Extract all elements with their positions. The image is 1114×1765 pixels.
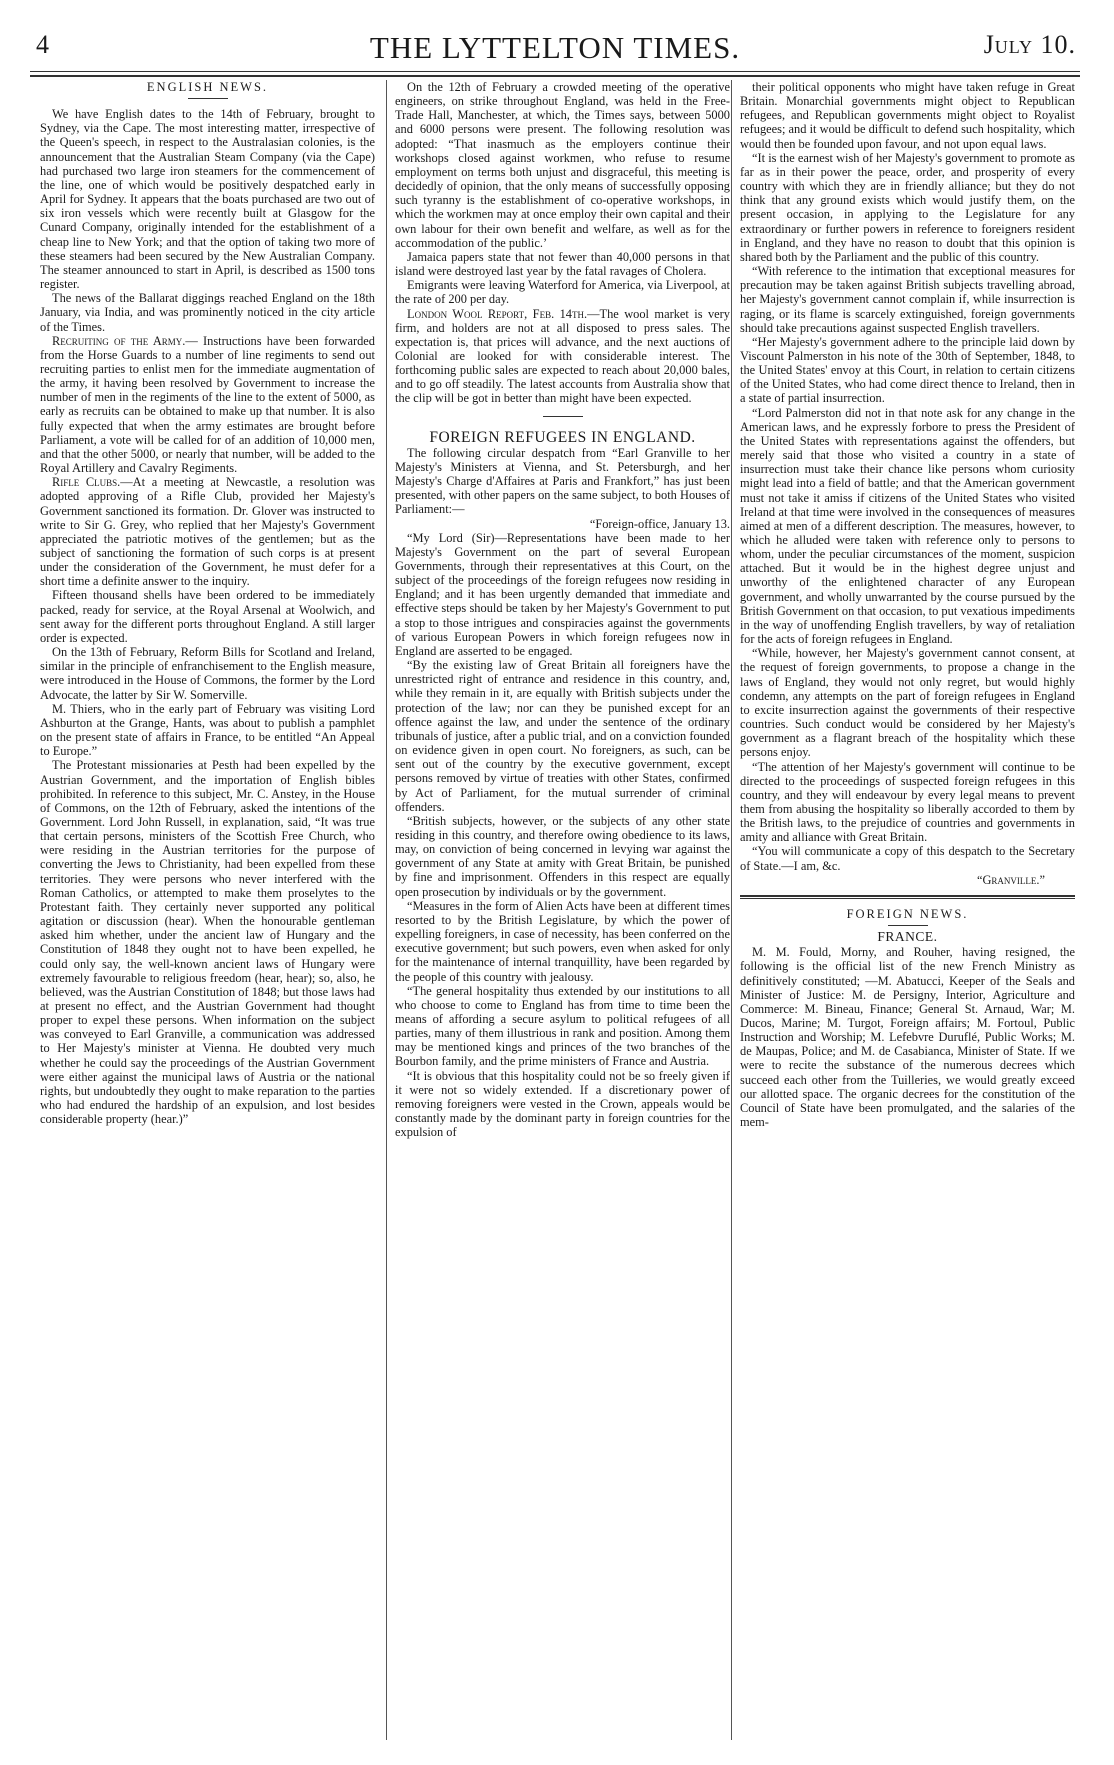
column-3: [740, 80, 1075, 1740]
article-paragraph: Jamaica papers state that not fewer than 40,000 persons in that island were destroyed last year by the fatal ravages of Cholera.: [395, 249, 730, 279]
article-paragraph: “The general hospitality thus extended by our institutions to all who choose to come to England has from time to time been the means of affording a secure asylum to political refugees of all parties, many of them illustrious in rank and position. Among them may be mentioned kings and princes of the two branches of the Bourbon family, and the prime ministers of France and Austria.: [395, 983, 730, 1069]
masthead-rule-bottom: [30, 75, 1080, 77]
article-paragraph: We have English dates to the 14th of February, brought to Sydney, via the Cape. The most interesting matter, irrespective of the Queen's speech, in respect to the Australasian colonies, is the announcement that the Australian Steam Company (via the Cape) had purchased two large iron steamers for the commencement of the line, one of which would be positively despatched early in April for Sydney. It appears that the boats purchased are two out of six iron vessels which were recently built at Glasgow for the Cunard Company, originally intended for the establishment of a cheap line to New York; and that the option of taking two more of these steamers had been secured by the New Australian Company. The steamer announced to start in April, is described as 1500 tons register.: [40, 107, 375, 292]
masthead: [30, 30, 1080, 68]
masthead-rule-top: [30, 71, 1080, 72]
article-paragraph: “It is obvious that this hospitality could not be so freely given if it were not so widely extended. If a discretionary power of removing foreigners were vested in the Crown, appeals would be constantly made by the dominant party in foreign countries for the expulsion of: [395, 1068, 730, 1140]
subheading-france: FRANCE.: [877, 929, 938, 945]
article-paragraph: Rifle Clubs.—At a meeting at Newcastle, a resolution was adopted approving of a Rifle Club, provided her Majesty's Government sanctioned its formation. Dr. Glover was instructed to write to Sir G. Grey, who replied that her Majesty's Government appreciated the patriotic motives of the gentlemen; but as the subject of sanctioning the formation of such corps is at present under the consideration of the Government, he must defer for a short time a definite answer to the inquiry.: [40, 475, 375, 589]
article-paragraph: “Her Majesty's government adhere to the principle laid down by Viscount Palmerston in his note of the 30th of September, 1848, to the United States' envoy at this Court, in relation to certain citizens of the United States, who had come direct thence to Ireland, then in a state of partial insurrection.: [740, 334, 1075, 406]
article-separator: [543, 416, 583, 417]
article-paragraph: M. Thiers, who in the early part of February was visiting Lord Ashburton at the Grange, Hants, was about to publish a pamphlet on the present state of affairs in France, to be entitled “An Appeal to Europe.”: [40, 701, 375, 759]
article-paragraph: “By the existing law of Great Britain all foreigners have the unrestricted right of entrance and residence in this country, and, while they remain in it, are equally with British subjects under the protection of the law; nor can they be punished except for an offence against the law, and under the sentence of the ordinary tribunals of justice, after a public trial, and on a conviction founded on evidence given in open court. No foreigners, as such, can be sent out of the country by the executive government, except persons removed by virtue of treaties with other States, confirmed by Act of Parliament, for the mutual surrender of criminal offenders.: [395, 658, 730, 814]
article-paragraph: Emigrants were leaving Waterford for America, via Liverpool, at the rate of 200 per day.: [395, 278, 730, 307]
article-paragraph: “British subjects, however, or the subjects of any other state residing in this country, and therefore owing obedience to its laws, may, on conviction of being concerned in levying war against the government of any State at amity with Great Britain, be punished by fine and imprisonment. Offenders in this respect are equally open prosecution by individuals or by the government.: [395, 813, 730, 899]
column-divider: [731, 80, 732, 1740]
section-heading-foreign-refugees: FOREIGN REFUGEES IN ENGLAND.: [429, 428, 696, 446]
column-2: [395, 80, 730, 1740]
page-number: 4: [36, 30, 49, 59]
paragraph-lead: Recruiting of the Army.: [52, 333, 186, 348]
letter-signature: “Granville.”: [976, 872, 1045, 887]
issue-date: July 10.: [983, 30, 1076, 59]
column-1: [40, 80, 375, 1740]
article-paragraph: “Measures in the form of Alien Acts have been at different times resorted to by the British Legislature, by which the power of expelling foreigners, in case of necessity, has been conferred on the executive government; but such powers, even when asked for only for the maintenance of internal tranquillity, have been regarded by the people of this country with jealousy.: [395, 898, 730, 984]
article-paragraph: The news of the Ballarat diggings reached England on the 18th January, via India, and was prominently noticed in the city article of the Times.: [40, 291, 375, 334]
paragraph-lead: Rifle Clubs.: [52, 475, 121, 490]
article-paragraph: Fifteen thousand shells have been ordered to be immediately packed, ready for service, at the Royal Arsenal at Woolwich, and sent away for the different ports throughout England. A still larger order is expected.: [40, 588, 375, 645]
section-heading-english-news: ENGLISH NEWS.: [146, 80, 269, 94]
letter-dateline: “Foreign-office, January 13.: [589, 516, 730, 531]
article-paragraph: M. M. Fould, Morny, and Rouher, having resigned, the following is the official list of the new French Ministry as definitively constituted; —M. Abatucci, Keeper of the Seals and Minister of Justice: M. de Persigny, Interior, Agriculture and Commerce: M. Bineau, Finance; General St. Arnaud, War; M. Ducos, Marine; M. Turgot, Foreign affairs; M. Fortoul, Public Instruction and Worship; M. Lefebvre Duruflé, Public Works; M. de Maupas, Police; and M. de Casabianca, Minister of State. If we were to recite the substance of the numerous decrees which succeed each other from the Tuilleries, we would greatly exceed our allotted space. The organic decrees for the constitution of the Council of State have been promulgated, and the salaries of the mem-: [740, 945, 1075, 1130]
article-paragraph: “Lord Palmerston did not in that note ask for any change in the American laws, and he expressly forbore to press the President of the United States with representations against the offenders, but merely said that those who visited a country in a state of insurrection must take their chance like persons whom curiosity might lead into a field of battle; and that the American government must not take it amiss if citizens of the United States who visited Ireland at that time were involved in the consequences of measures aimed at men of a different description. The measures, however, to which he alluded were taken with reference only to persons to whom, under the peculiar circumstances of the moment, suspicion attached. But it would be in the highest degree unjust and unworthy of the enlightened character of any European government, and wholly unwarranted by the course pursued by the British Government on that occasion, to put vexatious impediments in the way of unoffending English travellers, by way of retaliation for the acts of foreign refugees in England.: [740, 405, 1075, 647]
heading-rule: [888, 925, 928, 926]
article-paragraph: “While, however, her Majesty's government cannot consent, at the request of foreign governments, to propose a change in the laws of England, they would not only regret, but would highly condemn, any attempts on the part of foreign refugees in England to excite insurrection against the governments of their respective countries. Such conduct would be considered by her Majesty's government as a flagrant breach of the hospitality which these persons enjoy.: [740, 646, 1075, 760]
article-paragraph: “My Lord (Sir)—Representations have been made to her Majesty's Government on the part of several European Governments, through their representatives at this Court, on the subject of the proceedings of the foreign refugees now residing in England; and it has been urgently demanded that immediate and effective steps should be taken by her Majesty's Government to put a stop to those intrigues and conspiracies against the governments of various European Powers in which foreign refugees now in England are asserted to be engaged.: [395, 530, 730, 658]
article-paragraph: “The attention of her Majesty's government will continue to be directed to the proceedings of suspected foreign refugees in this country, and they will endeavour by every legal means to prevent them from abusing the hospitality so liberally accorded to them by the British laws, to the prejudice of countries and governments in amity and alliance with Great Britain.: [740, 759, 1075, 845]
article-paragraph: “With reference to the intimation that exceptional measures for precaution may be taken against British subjects travelling abroad, her Majesty's government cannot complain if, while insurrection is raging, or its flame is scarcely extinguished, foreign governments should take precautions against suspected English travellers.: [740, 264, 1075, 335]
heading-rule: [188, 98, 228, 99]
section-rule: [740, 898, 1075, 899]
newspaper-title: THE LYTTELTON TIMES.: [369, 30, 741, 65]
article-paragraph: “It is the earnest wish of her Majesty's government to promote as far as in their power the peace, order, and prosperity of every country with which they are in friendly alliance; but they do not think that any ground exists which would justify them, on the present occasion, in applying to the Legislature for any extraordinary or further powers in reference to foreigners resident in England, and they have no reason to doubt that this opinion is shared both by the Parliament and the public of this country.: [740, 150, 1075, 264]
section-heading-foreign-news: FOREIGN NEWS.: [846, 906, 969, 921]
article-paragraph: “You will communicate a copy of this despatch to the Secretary of State.—I am, &c.: [740, 844, 1075, 873]
paragraph-lead: London Wool Report, Feb. 14th.: [407, 306, 588, 321]
article-paragraph: On the 12th of February a crowded meeting of the operative engineers, on strike throughout England, was held in the Free-Trade Hall, Manchester, at which, the Times says, between 5000 and 6000 persons were present. The following resolution was adopted: “That inasmuch as the employers continue their workshops closed against workmen, who refuse to resume employment on terms both unjust and disgraceful, this meeting is decidedly of opinion, that the only means of successfully opposing such tyranny is the establishment of co-operative workshops, in which the workmen may at once employ their own capital and their own labour for their own benefit and welfare, as well as for the accommodation of the public.’: [395, 80, 730, 250]
section-rule: [740, 895, 1075, 897]
column-divider: [386, 80, 387, 1740]
article-paragraph: London Wool Report, Feb. 14th.—The wool market is very firm, and holders are not at all disposed to press sales. The expectation is, that prices will advance, and the next auctions of Colonial are looked for with considerable interest. The forthcoming public sales are expected to reach about 20,000 bales, and to go off steadily. The latest accounts from Australia show that the clip will be got in better than might have been expected.: [395, 306, 730, 406]
article-paragraph: The Protestant missionaries at Pesth had been expelled by the Austrian Government, and the importation of English bibles prohibited. In reference to this subject, Mr. C. Anstey, in the House of Commons, on the 12th of February, asked the intentions of the Government. Lord John Russell, in explanation, said, “It was true that certain persons, ministers of the Scottish Free Church, who were residing in the Austrian territories for the purpose of converting the Jews to Christianity, had been expelled from these territories. They were persons who never interfered with the Roman Catholics, or attempted to make them proselytes to the Protestant faith. They certainly never supported any political agitation or discussion (hear). When the honourable gentleman asked him whether, under the ancient law of Hungary and the Constitution of 1848 they ought not to have been expelled, he could only say, the well-known ancient laws of Hungary were extremely favourable to religious freedom (hear, hear); so, also, he believed, was the Austrian Constitution of 1848; but those laws had at present no effect, and the Austrian Government had thought proper to expel these persons. When information on the subject was conveyed to Earl Granville, a communication was addressed to Her Majesty's minister at Vienna. He doubted very much whether he could say the proceedings of the Austrian Government were either against the municipal laws of Austria or the national rights, but undoubtedly they ought to make reparation to the parties who had endured the hardship of an expulsion, and lost besides considerable property (hear.)”: [40, 758, 375, 1127]
article-paragraph: On the 13th of February, Reform Bills for Scotland and Ireland, similar in the principle of enfranchisement to the English measure, were introduced in the House of Commons, the former by the Lord Advocate, the latter by Sir W. Somerville.: [40, 645, 375, 702]
article-paragraph: The following circular despatch from “Earl Granville to her Majesty's Ministers at Vienna, and St. Petersburgh, and her Majesty's Charge d'Affaires at Paris and Frankfort,” has just been presented, with other papers on the same subject, to both Houses of Parliament:—: [395, 445, 730, 517]
article-paragraph: Recruiting of the Army.— Instructions have been forwarded from the Horse Guards to a number of line regiments to send out recruiting parties to enlist men for the immediate augmentation of the army, it having been resolved by Government to increase the number of men in the regiments of the line to the extent of 5000, as early as recruits can be obtained to make up that number. It is also fully expected that when the army estimates are brought before Parliament, a vote will be called for of an addition of 10,000 men, and that the other 5000, or nearly that number, will be added to the Royal Artillery and Cavalry Regiments.: [40, 333, 375, 476]
article-paragraph: their political opponents who might have taken refuge in Great Britain. Monarchial governments might object to Republican refugees, and Republican governments might object to Royalist refugees; and it would be difficult to defend such hospitality, which would then be founded upon favour, and not upon equal laws.: [740, 80, 1075, 151]
